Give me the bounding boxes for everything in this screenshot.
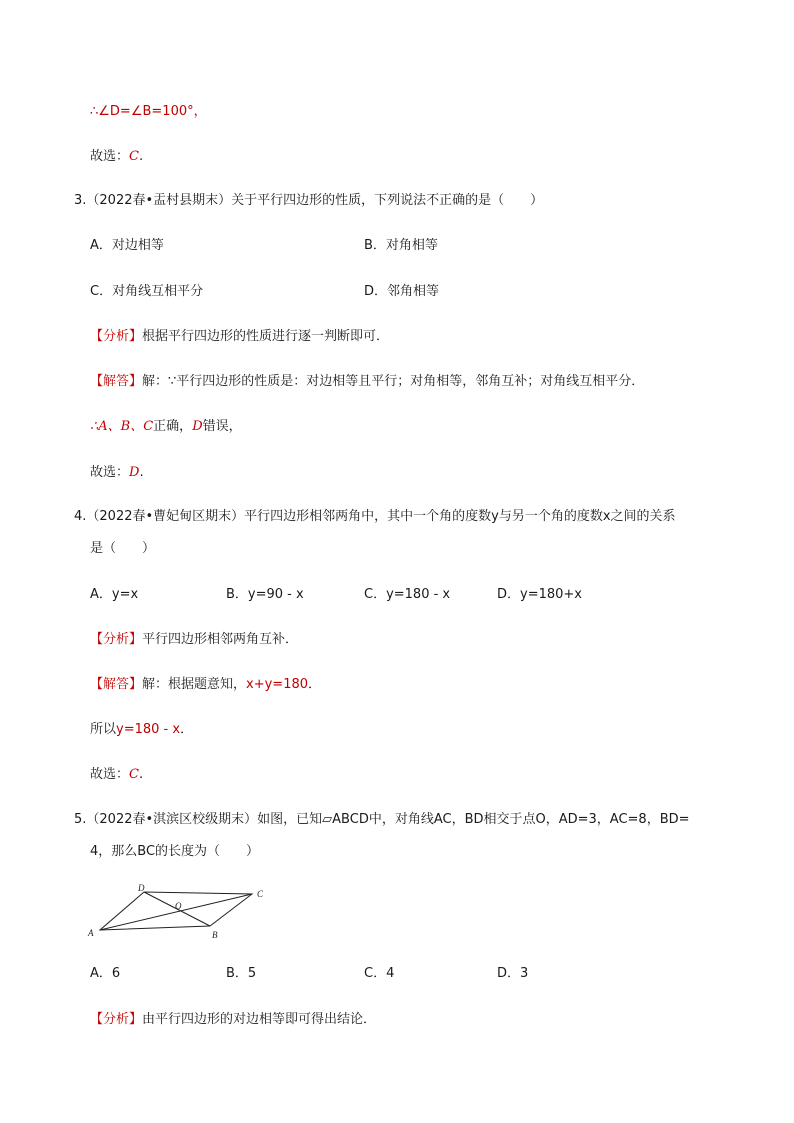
q5-analysis	[90, 1011, 376, 1029]
q3-option-b: B．对角相等	[364, 238, 438, 253]
analysis-tag: 【分析】	[90, 1012, 143, 1027]
conclusion-end: 错误，	[202, 419, 242, 434]
answer-letter: C	[129, 767, 139, 782]
q4-stem-line1: 4.（2022春•曹妃甸区期末）平行四边形相邻两角中，其中一个角的度数y与另一个角的度数x之间的关系	[74, 509, 676, 524]
so-suffix: ．	[180, 722, 194, 737]
q4-option-b: B．y=90 - x	[226, 587, 304, 602]
q5-option-d: D．3	[497, 966, 529, 981]
q4-answer	[90, 766, 143, 784]
answer-suffix: .	[138, 149, 144, 164]
q5-stem-line1: 5.（2022春•淇滨区校级期末）如图，已知▱ABCD中，对角线AC，BD相交于点O，AD=3，AC=8，BD=	[74, 812, 690, 827]
answer-prefix: 故选：	[90, 149, 130, 164]
analysis-text: 平行四边形相邻两角互补．	[142, 632, 299, 647]
answer-suffix: .	[138, 767, 144, 782]
solution-equation: x+y=180	[246, 677, 309, 692]
q3-option-a: A．对边相等	[90, 238, 164, 253]
q5-stem-line2: 4，那么BC的长度为（ ）	[90, 844, 260, 859]
answer-letter: C	[129, 149, 139, 164]
q4-solution	[90, 676, 321, 694]
q3-stem: 3.（2022春•盂村县期末）关于平行四边形的性质，下列说法不正确的是（ ）	[74, 193, 544, 208]
q3-option-c: C．对角线互相平分	[90, 284, 204, 299]
conclusion-vars: ∴A、B、C	[90, 419, 154, 434]
q4-therefore	[90, 721, 193, 739]
solution-text: 解：∵平行四边形的性质是：对边相等且平行；对角相等，邻角互补；对角线互相平分．	[142, 374, 645, 389]
q2-answer	[90, 148, 143, 166]
analysis-text: 根据平行四边形的性质进行逐一判断即可．	[142, 329, 390, 344]
q4-option-d: D．y=180+x	[497, 587, 582, 602]
analysis-tag: 【分析】	[90, 329, 143, 344]
label-o: O	[175, 901, 182, 911]
q3-conclusion	[90, 418, 242, 436]
q4-option-a: A．y=x	[90, 587, 139, 602]
conclusion-d: D	[192, 419, 203, 434]
q3-solution	[90, 373, 644, 391]
solution-tag: 【解答】	[90, 374, 143, 389]
solution-tag: 【解答】	[90, 677, 143, 692]
analysis-text: 由平行四边形的对边相等即可得出结论．	[142, 1012, 377, 1027]
answer-suffix: .	[139, 465, 144, 480]
label-d: D	[138, 883, 145, 893]
q3-option-d: D．邻角相等	[364, 284, 440, 299]
parallelogram-figure	[86, 882, 276, 944]
solution-suffix: ．	[308, 677, 322, 692]
q5-option-a: A．6	[90, 966, 121, 981]
q3-analysis	[90, 328, 389, 346]
label-a: A	[88, 928, 94, 938]
answer-prefix: 故选：	[90, 465, 130, 480]
q5-option-b: B．5	[226, 966, 257, 981]
label-c: C	[257, 889, 264, 899]
q4-option-c: C．y=180 - x	[364, 587, 451, 602]
q3-answer	[90, 464, 144, 482]
answer-letter: D	[129, 465, 140, 480]
analysis-tag: 【分析】	[90, 632, 143, 647]
so-prefix: 所以	[90, 722, 117, 737]
label-b: B	[212, 930, 218, 940]
q2-conclusion: ∴∠D=∠B=100°，	[90, 104, 207, 119]
solution-prefix: 解：根据题意知，	[142, 677, 247, 692]
answer-prefix: 故选：	[90, 767, 130, 782]
q4-stem-line2: 是（ ）	[90, 541, 156, 556]
so-equation: y=180 - x	[116, 722, 181, 737]
q5-option-c: C．4	[364, 966, 395, 981]
conclusion-mid: 正确，	[153, 419, 193, 434]
q4-analysis	[90, 631, 298, 649]
